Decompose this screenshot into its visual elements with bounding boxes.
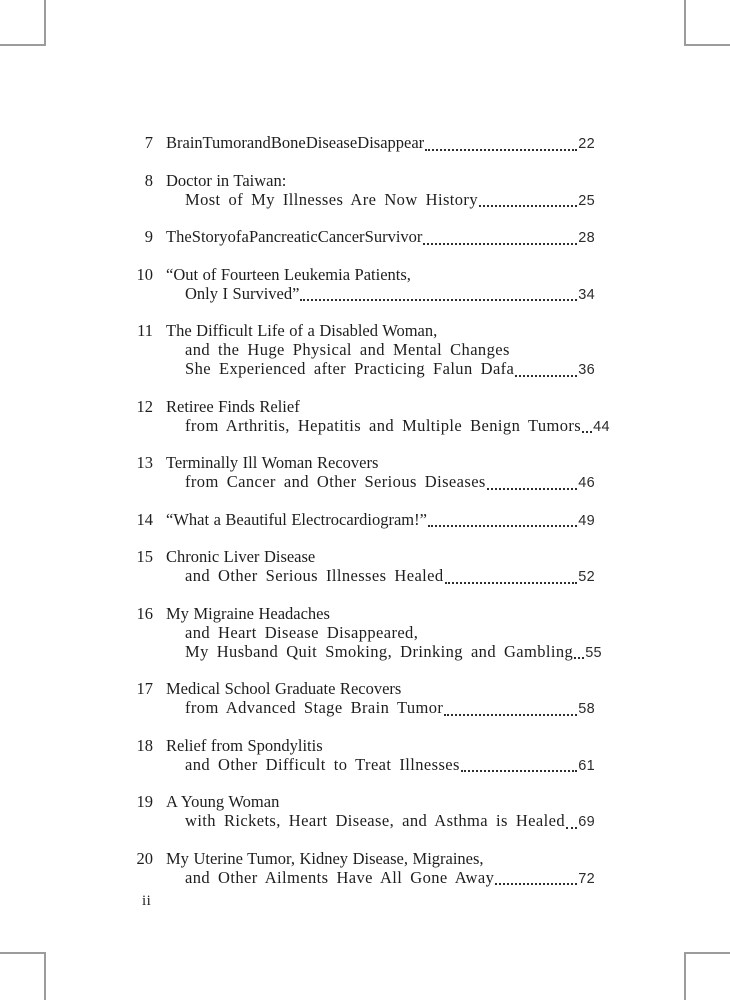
toc-entry-line — [166, 623, 595, 642]
toc-entry-title: A Young Woman — [166, 792, 280, 811]
toc-entry-title: My Husband Quit Smoking, Drinking and Gambling — [185, 641, 574, 661]
toc-entry-lines — [166, 603, 602, 663]
toc-entry — [120, 265, 595, 305]
toc-entry — [120, 453, 595, 493]
toc-entry — [120, 679, 595, 719]
toc-entry-title: My Migraine Headaches — [166, 603, 330, 623]
toc-entry-lines — [166, 133, 595, 154]
toc-entry-title: “Out of Fourteen Leukemia Patients, — [166, 264, 411, 284]
toc-entry-lines — [166, 453, 595, 493]
toc-entry-lines — [166, 547, 595, 587]
toc-entry-page: 28 — [578, 230, 595, 246]
dot-leader — [515, 375, 577, 377]
toc-entry-page: 52 — [578, 569, 595, 585]
toc-entry-title: “What a Beautiful Electrocardiogram!” — [166, 509, 427, 529]
toc-entry-title: My Uterine Tumor, Kidney Disease, Migraines, — [166, 848, 484, 868]
toc-entry-number: 8 — [144, 170, 153, 190]
toc-entry-title: and the Huge Physical and Mental Changes — [185, 340, 510, 359]
toc-entry-line — [166, 321, 595, 340]
dot-leader — [495, 883, 577, 885]
page-number-folio: ii — [142, 893, 152, 909]
toc-entry-title: The Story of a Pancreatic Cancer Survivor — [166, 227, 423, 246]
toc-entry-line — [166, 679, 595, 698]
toc-entry-title: Doctor in Taiwan: — [166, 170, 287, 190]
toc-entry-number: 16 — [136, 603, 153, 623]
toc-entry-page: 55 — [585, 644, 602, 661]
toc-entry-line — [166, 566, 595, 587]
toc-entry-line — [166, 397, 595, 416]
toc-entry-number: 20 — [136, 848, 153, 868]
toc-entry-line — [166, 792, 595, 811]
dot-leader — [300, 299, 577, 301]
toc-entry-line — [166, 472, 595, 493]
toc-entry — [120, 792, 595, 832]
toc-entry-page: 34 — [578, 286, 595, 303]
toc-entry-line — [166, 755, 595, 776]
toc-entry — [120, 396, 610, 437]
toc-entry-line — [166, 510, 595, 531]
toc-entry-title: She Experienced after Practicing Falun Dafa — [185, 359, 515, 378]
toc-entry — [120, 603, 602, 663]
toc-entry-line — [166, 133, 595, 154]
toc-entry-title: and Other Ailments Have All Gone Away — [185, 867, 495, 887]
dot-leader — [479, 205, 577, 207]
toc-entry — [120, 133, 595, 154]
toc-entry-number: 11 — [137, 321, 153, 340]
crop-mark-top-left — [0, 0, 46, 46]
dot-leader — [487, 488, 578, 490]
toc-entry-number: 19 — [136, 792, 153, 811]
toc-entry — [120, 547, 595, 587]
toc-entry-number: 18 — [136, 735, 153, 755]
toc-entry-line — [166, 284, 595, 305]
toc-entry-line — [166, 415, 610, 437]
dot-leader — [582, 431, 592, 433]
toc-entry-line — [166, 453, 595, 472]
toc-entry-page: 46 — [578, 475, 595, 491]
toc-entry-title: and Other Serious Illnesses Healed — [185, 566, 444, 585]
toc-entry-line — [166, 190, 595, 211]
toc-entry — [120, 171, 595, 211]
toc-entry-line — [166, 641, 602, 663]
toc-entry-line — [166, 340, 595, 359]
crop-mark-bottom-left — [0, 952, 46, 1000]
toc-entry-title: from Cancer and Other Serious Diseases — [185, 472, 486, 491]
dot-leader — [574, 657, 584, 659]
toc-entry-title: Medical School Graduate Recovers — [166, 679, 402, 698]
toc-list — [120, 133, 610, 889]
toc-entry-line — [166, 698, 595, 719]
toc-entry-lines — [166, 736, 595, 776]
toc-entry-lines — [166, 792, 595, 832]
toc-entry-line — [166, 359, 595, 380]
toc-entry-line — [166, 736, 595, 755]
dot-leader — [445, 582, 578, 584]
dot-leader — [461, 770, 577, 772]
toc-entry-number: 9 — [144, 227, 153, 246]
dot-leader — [423, 243, 577, 245]
toc-entry — [120, 321, 595, 380]
toc-entry-page: 49 — [578, 512, 595, 529]
toc-entry-line — [166, 868, 595, 889]
crop-mark-bottom-right — [684, 952, 730, 1000]
toc-entry-lines — [166, 679, 595, 719]
toc-entry-title: Relief from Spondylitis — [166, 735, 323, 755]
toc-entry-title: Terminally Ill Woman Recovers — [166, 453, 379, 472]
toc-entry-page: 69 — [578, 814, 595, 830]
toc-entry — [120, 227, 595, 248]
dot-leader — [566, 827, 577, 829]
toc-entry-line — [166, 849, 595, 868]
toc-entry-page: 36 — [578, 362, 595, 378]
toc-entry-lines — [166, 265, 595, 305]
toc-entry-title: Brain Tumor and Bone Disease Disappear — [166, 133, 425, 152]
toc-entry-title: Retiree Finds Relief — [166, 396, 300, 416]
toc-entry-lines — [166, 227, 595, 248]
toc-entry-page: 61 — [578, 757, 595, 774]
toc-entry-title: Only I Survived” — [185, 283, 300, 303]
toc-entry-number: 7 — [144, 133, 153, 152]
toc-entry-line — [166, 811, 595, 832]
toc-entry-title: The Difficult Life of a Disabled Woman, — [166, 321, 438, 340]
toc-entry — [120, 736, 595, 776]
toc-entry-title: and Heart Disease Disappeared, — [185, 622, 419, 642]
toc-entry-title: Most of My Illnesses Are Now History — [185, 189, 478, 209]
toc-entry-title: from Arthritis, Hepatitis and Multiple Benign Tumors — [185, 415, 582, 435]
toc-entry-line — [166, 604, 595, 623]
toc-entry-lines — [166, 396, 610, 437]
toc-entry-lines — [166, 321, 595, 380]
dot-leader — [444, 714, 577, 716]
toc-entry-page: 44 — [593, 418, 610, 435]
toc-entry-title: and Other Difficult to Treat Illnesses — [185, 754, 460, 774]
toc-entry-page: 72 — [578, 870, 595, 887]
toc-entry-title: from Advanced Stage Brain Tumor — [185, 698, 444, 717]
toc-entry-line — [166, 547, 595, 566]
toc-entry — [120, 510, 595, 531]
toc-entry-number: 17 — [136, 679, 153, 698]
toc-entry-page: 22 — [578, 136, 595, 152]
toc-entry-lines — [166, 510, 595, 531]
dot-leader — [428, 525, 577, 527]
toc-entry-title: with Rickets, Heart Disease, and Asthma is Healed — [185, 811, 565, 830]
toc-entry-number: 14 — [136, 509, 153, 529]
toc-entry-lines — [166, 849, 595, 889]
toc-entry-title: Chronic Liver Disease — [166, 547, 316, 566]
dot-leader — [425, 149, 577, 151]
toc-entry-number: 15 — [136, 547, 153, 566]
crop-mark-top-right — [684, 0, 730, 46]
toc-entry — [120, 849, 595, 889]
toc-entry-page: 25 — [578, 192, 595, 209]
toc-entry-line — [166, 265, 595, 284]
toc-entry-number: 12 — [136, 396, 153, 416]
toc-entry-lines — [166, 171, 595, 211]
toc-entry-line — [166, 171, 595, 190]
toc-entry-number: 10 — [136, 264, 153, 284]
toc-entry-page: 58 — [578, 701, 595, 717]
toc-entry-line — [166, 227, 595, 248]
toc-entry-number: 13 — [136, 453, 153, 472]
